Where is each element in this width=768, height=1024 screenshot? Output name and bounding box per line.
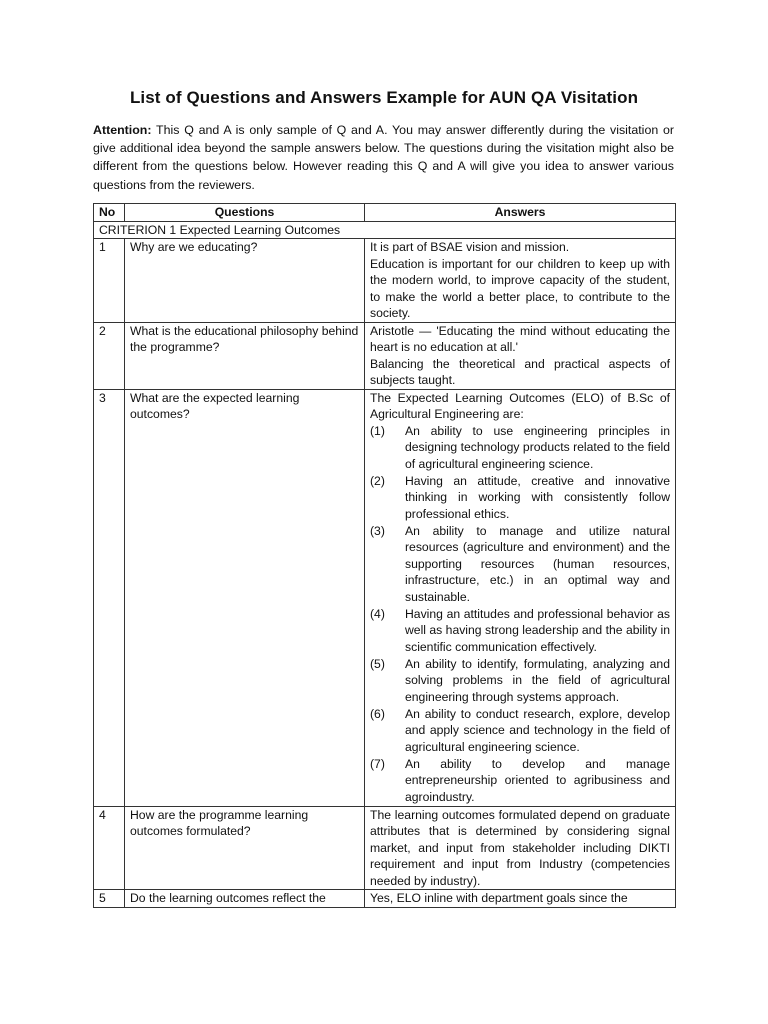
answer-intro: The Expected Learning Outcomes (ELO) of B.Sc of Agricultural Engineering are:: [370, 390, 670, 421]
table-row: [94, 806, 676, 890]
answer-line: Yes, ELO inline with department goals since the: [370, 891, 628, 905]
elo-item: [370, 606, 670, 656]
elo-number: (3): [370, 523, 385, 538]
elo-text: An ability to conduct research, explore, develop and apply science and technology in the field of agricultural engineering science.: [405, 706, 670, 754]
elo-text: Having an attitudes and professional behavior as well as having strong leadership and the ability in scientific communication effectively.: [405, 606, 670, 654]
table-row: [94, 389, 676, 806]
answer-line: It is part of BSAE vision and mission.: [370, 240, 570, 254]
elo-text: Having an attitude, creative and innovative thinking in working with consistently follow professional ethics.: [405, 473, 670, 521]
table-row: [94, 890, 676, 908]
row-question: What are the expected learning outcomes?: [125, 389, 365, 806]
intro-text: This Q and A is only sample of Q and A. You may answer differently during the visitation or give additional idea beyond the sample answers below. The questions during the visitation might also be different from the questions below. However reading this Q and A will give you idea to answer various questions from the reviewers.: [93, 123, 674, 192]
elo-text: An ability to identify, formulating, analyzing and solving problems in the field of agricultural engineering through systems approach.: [405, 656, 670, 704]
elo-number: (1): [370, 423, 385, 438]
header-answers: Answers: [365, 204, 676, 222]
elo-item: [370, 523, 670, 606]
elo-number: (6): [370, 706, 385, 721]
row-answer: [365, 389, 676, 806]
table-row: [94, 322, 676, 389]
answer-line: Education is important for our children to keep up with the modern world, to improve capacity of the student, to make the world a better place, to contribute to the society.: [370, 256, 670, 320]
elo-item: [370, 423, 670, 473]
intro-paragraph: [93, 121, 674, 194]
elo-text: An ability to develop and manage entrepreneurship oriented to agribusiness and agroindustry.: [405, 756, 670, 804]
elo-item: [370, 656, 670, 706]
row-no: 2: [94, 322, 125, 389]
row-question: What is the educational philosophy behind the programme?: [125, 322, 365, 389]
answer-line: The learning outcomes formulated depend on graduate attributes that is determined by considering signal market, and input from stakeholder including DIKTI requirement and input from Industry (competencies needed by industry).: [370, 807, 670, 888]
elo-item: [370, 473, 670, 523]
row-answer: [365, 890, 676, 908]
header-questions: Questions: [125, 204, 365, 222]
row-question: Why are we educating?: [125, 239, 365, 323]
answer-line: Aristotle — 'Educating the mind without educating the heart is no education at all.': [370, 323, 670, 354]
intro-label: Attention:: [93, 123, 152, 137]
row-no: 5: [94, 890, 125, 908]
row-no: 3: [94, 389, 125, 806]
row-answer: [365, 806, 676, 890]
table-header-row: [94, 204, 676, 222]
row-no: 1: [94, 239, 125, 323]
header-no: No: [94, 204, 125, 222]
elo-number: (5): [370, 656, 385, 671]
row-question: Do the learning outcomes reflect the: [125, 890, 365, 908]
table-row: [94, 239, 676, 323]
row-answer: [365, 239, 676, 323]
elo-number: (7): [370, 756, 385, 771]
elo-item: [370, 706, 670, 756]
criterion-title: CRITERION 1 Expected Learning Outcomes: [94, 221, 676, 239]
criterion-row: [94, 221, 676, 239]
page-title: List of Questions and Answers Example for AUN QA Visitation: [129, 88, 639, 107]
elo-text: An ability to use engineering principles in designing technology products related to the field of agricultural engineering science.: [405, 423, 670, 471]
row-question: How are the programme learning outcomes formulated?: [125, 806, 365, 890]
answer-line: Balancing the theoretical and practical aspects of subjects taught.: [370, 356, 670, 387]
elo-number: (4): [370, 606, 385, 621]
row-answer: [365, 322, 676, 389]
elo-text: An ability to manage and utilize natural resources (agriculture and environment) and the supporting resources (human resources, infrastructure, etc.) in an optimal way and sustainable.: [405, 523, 670, 604]
qa-table: [93, 203, 676, 908]
elo-number: (2): [370, 473, 385, 488]
elo-item: [370, 756, 670, 806]
row-no: 4: [94, 806, 125, 890]
